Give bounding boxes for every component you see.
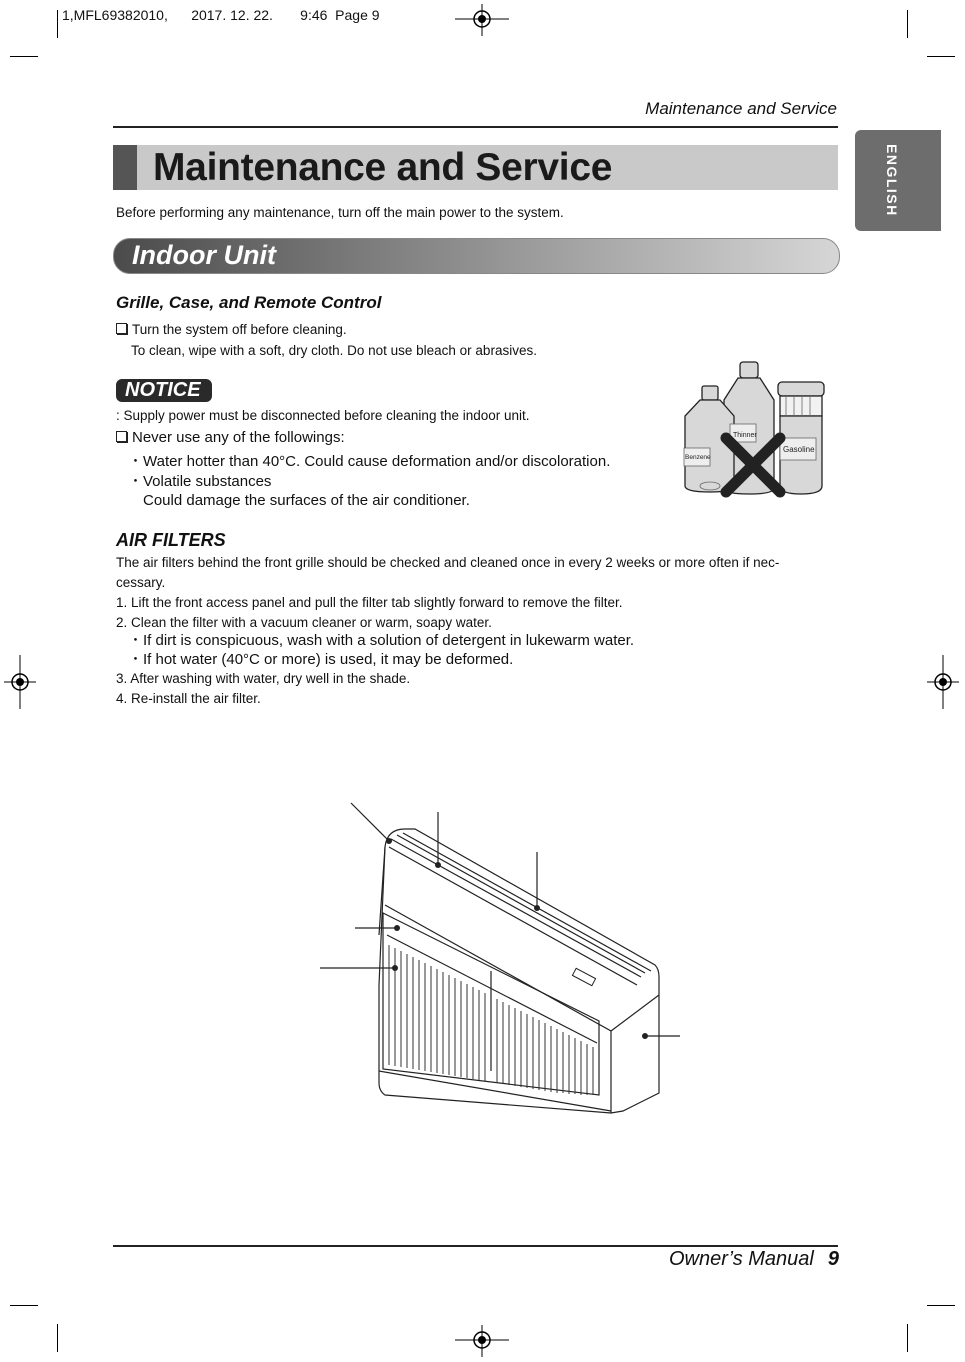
- notice-line2: [116, 428, 345, 448]
- intro-text: Before performing any maintenance, turn off the main power to the system.: [116, 205, 564, 220]
- notice-badge: [116, 379, 212, 402]
- notice-bullet2b: Could damage the surfaces of the air conditioner.: [143, 492, 470, 509]
- checkbox-bullet-icon: [116, 431, 127, 442]
- filters-step3: 3. After washing with water, dry well in the shade.: [116, 671, 411, 686]
- registration-mark-icon: [4, 655, 36, 709]
- filters-step1: 1. Lift the front access panel and pull the filter tab slightly forward to remove the filter.: [116, 595, 623, 610]
- language-tab-label: ENGLISH: [884, 144, 900, 217]
- bottle-label-benzene: Benzene: [685, 454, 711, 461]
- page-title: Maintenance and Service: [153, 146, 613, 189]
- grille-line1: [116, 320, 347, 340]
- registration-mark-icon: [455, 1325, 509, 1357]
- language-tab: [855, 130, 941, 231]
- section-title: Indoor Unit: [132, 240, 276, 270]
- notice-line1: : Supply power must be disconnected before cleaning the indoor unit.: [116, 408, 530, 423]
- grille-heading: Grille, Case, and Remote Control: [116, 293, 382, 312]
- checkbox-bullet-icon: [116, 323, 127, 334]
- filters-p1a: The air filters behind the front grille should be checked and cleaned once in every 2 weeks or more often if nec-: [116, 555, 780, 570]
- filters-step2: 2. Clean the filter with a vacuum cleaner or warm, soapy water.: [116, 615, 492, 630]
- filters-step2b: ・If hot water (40°C or more) is used, it may be deformed.: [128, 651, 514, 668]
- filters-heading: AIR FILTERS: [116, 530, 226, 550]
- title-bar-accent: [113, 145, 137, 190]
- header-rule: [113, 126, 838, 128]
- bottle-label-gasoline: Gasoline: [783, 445, 815, 454]
- grille-line2: To clean, wipe with a soft, dry cloth. Do not use bleach or abrasives.: [131, 343, 537, 358]
- registration-mark-icon: [455, 4, 509, 36]
- footer-label: Owner’s Manual: [668, 1248, 814, 1270]
- grille-line1-text: Turn the system off before cleaning.: [132, 322, 347, 337]
- notice-bullet1: ・Water hotter than 40°C. Could cause deformation and/or discoloration.: [128, 453, 611, 470]
- indoor-unit-diagram: [315, 795, 690, 1120]
- page-number: 9: [827, 1248, 839, 1270]
- section-band: [113, 238, 840, 274]
- footer-rule: [113, 1245, 838, 1247]
- running-head: Maintenance and Service: [645, 99, 837, 118]
- notice-bullet2: ・Volatile substances: [128, 473, 272, 490]
- filters-p1b: cessary.: [116, 575, 166, 590]
- page-title-band: [113, 145, 838, 190]
- filters-step2a: ・If dirt is conspicuous, wash with a solution of detergent in lukewarm water.: [128, 632, 635, 649]
- footer: [669, 1248, 839, 1271]
- bottle-label-thinner: Thinner: [733, 432, 757, 439]
- filters-step4: 4. Re-install the air filter.: [116, 691, 261, 706]
- notice-line2-text: Never use any of the followings:: [132, 429, 345, 446]
- registration-mark-icon: [927, 655, 959, 709]
- solvent-bottles-illustration: [682, 360, 830, 498]
- print-header: 1,MFL69382010, 2017. 12. 22. 9:46 Page 9: [62, 7, 380, 23]
- notice-label: NOTICE: [125, 379, 201, 401]
